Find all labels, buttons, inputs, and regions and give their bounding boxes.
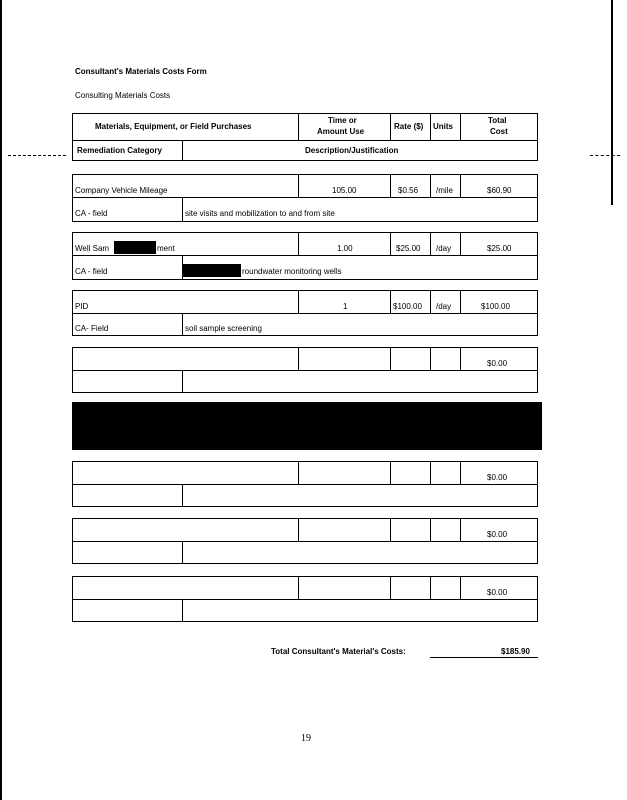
form-title: Consultant's Materials Costs Form: [75, 67, 207, 76]
blank-entry-1-total: $0.00: [487, 359, 508, 368]
entry-1-rate: $0.56: [398, 186, 419, 195]
entry-3-description: soil sample screening: [185, 324, 262, 333]
page-right-edge: [611, 0, 613, 205]
entry-2-rate: $25.00: [396, 244, 421, 253]
redaction-1: [114, 241, 156, 254]
blank-entry-2-total: $0.00: [487, 473, 508, 482]
entry-2-amount: 1.00: [337, 244, 353, 253]
entry-2-description-end: roundwater monitoring wells: [242, 267, 342, 276]
redaction-block: [72, 402, 542, 450]
page-left-edge: [0, 0, 2, 800]
entry-1-item: Company Vehicle Mileage: [75, 186, 168, 195]
header-total-1: Total: [488, 116, 507, 125]
entry-3-total: $100.00: [481, 302, 510, 311]
header-time-2: Amount Use: [317, 127, 365, 136]
entry-2-category: CA - field: [75, 267, 108, 276]
entry-3-item: PID: [75, 302, 89, 311]
header-description: Description/Justification: [305, 146, 399, 155]
header-units: Units: [433, 122, 453, 131]
header-total-2: Cost: [490, 127, 508, 136]
header-remediation-category: Remediation Category: [77, 146, 162, 155]
header-time-1: Time or: [328, 116, 357, 125]
form-subtitle: Consulting Materials Costs: [75, 91, 171, 100]
entry-1-amount: 105.00: [332, 186, 357, 195]
entry-3-rate: $100.00: [393, 302, 422, 311]
header-materials: Materials, Equipment, or Field Purchases: [95, 122, 252, 131]
entry-3-amount: 1: [343, 302, 348, 311]
header-rate: Rate ($): [394, 122, 424, 131]
grand-total-value: $185.90: [501, 647, 530, 656]
entry-1-category: CA - field: [75, 209, 108, 218]
grand-total-underline: [430, 657, 538, 658]
blank-entry-4-total: $0.00: [487, 588, 508, 597]
entry-3-units: /day: [436, 302, 452, 311]
entry-1-description: site visits and mobilization to and from site: [185, 209, 335, 218]
redaction-2: [183, 264, 241, 277]
entry-3-category: CA- Field: [75, 324, 109, 333]
entry-2-item-start: Well Sam: [75, 244, 110, 253]
entry-2-units: /day: [436, 244, 452, 253]
entry-1-units: /mile: [436, 186, 453, 195]
blank-entry-3-total: $0.00: [487, 530, 508, 539]
entry-2-total: $25.00: [487, 244, 512, 253]
page-number: 19: [301, 733, 311, 744]
entry-2-item-end: ment: [157, 244, 175, 253]
grand-total-label: Total Consultant's Material's Costs:: [271, 647, 406, 656]
entry-1-total: $60.90: [487, 186, 512, 195]
